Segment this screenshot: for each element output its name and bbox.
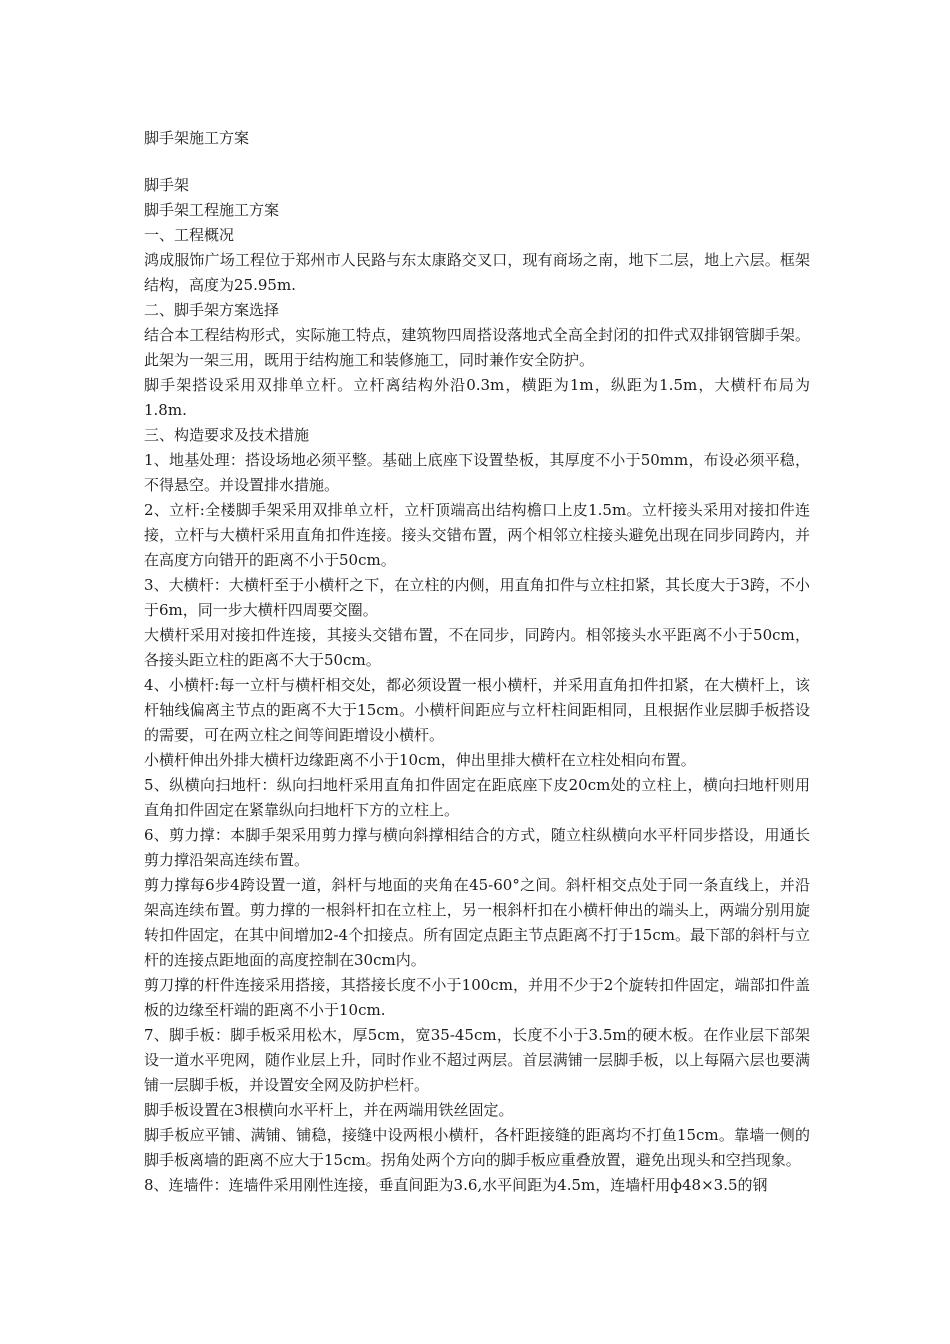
heading-overview: 一、工程概况 [144,226,235,244]
paragraph-scaffold-board: 7、脚手板：脚手板采用松木，厚5cm，宽35-45cm，长度不小于3.5m的硬木板。在作业层下部架设一道水平兜网，随作业层上升，同时作业不超过两层。首层满铺一层脚手板，以上每隔六层也要满铺一层脚手板，并设置安全网及防护栏杆。 [144,1026,810,1094]
document-body [144,126,810,1198]
paragraph-small-crossbar-extension: 小横杆伸出外排大横杆边缘距离不小于10cm，伸出里排大横杆在立柱处相向布置。 [144,751,696,769]
paragraph-bracing: 6、剪力撑：本脚手架采用剪力撑与横向斜撑相结合的方式，随立柱纵横向水平杆同步搭设，用通长剪力撑沿架高连续布置。 [144,826,810,869]
paragraph-scheme-details: 脚手架搭设采用双排单立杆。立杆离结构外沿0.3m，横距为1m，纵距为1.5m，大横杆布局为1.8m. [144,376,810,419]
paragraph-overview: 鸿成服饰广场工程位于郑州市人民路与东太康路交叉口，现有商场之南，地下二层，地上六层。框架结构，高度为25.95m. [144,251,810,294]
heading-requirements: 三、构造要求及技术措施 [144,426,310,444]
paragraph-large-crossbar: 3、大横杆：大横杆至于小横杆之下，在立柱的内侧，用直角扣件与立柱扣紧，其长度大于3跨，不小于6m，同一步大横杆四周要交圈。 [144,576,810,619]
paragraph-foundation: 1、地基处理：搭设场地必须平整。基础上底座下设置垫板，其厚度不小于50mm，布设必须平稳，不得悬空。并设置排水措施。 [144,451,810,494]
paragraph-bracing-details: 剪力撑每6步4跨设置一道，斜杆与地面的夹角在45-60°之间。斜杆相交点处于同一条直线上，并沿架高连续布置。剪力撑的一根斜杆扣在立柱上，另一根斜杆扣在小横杆伸出的端头上，两端分别用旋转扣件固定，在其中间增加2-4个扣接点。所有固定点距主节点距离不打于15cm。最下部的斜杆与立杆的连接点距地面的高度控制在30cm内。 [144,876,810,969]
section-title: 脚手架工程施工方案 [144,201,280,219]
heading-scheme-selection: 二、脚手架方案选择 [144,301,280,319]
paragraph-bracing-connection: 剪刀撑的杆件连接采用搭接，其搭接长度不小于100cm，并用不少于2个旋转扣件固定，端部扣件盖板的边缘至杆端的距离不小于10cm. [144,976,810,1019]
section-label: 脚手架 [144,176,190,194]
paragraph-board-laying: 脚手板应平铺、满铺、铺稳，接缝中设两根小横杆，各杆距接缝的距离均不打鱼15cm。靠墙一侧的脚手板离墙的距离不应大于15cm。拐角处两个方向的脚手板应重叠放置，避免出现头和空挡现象。 [144,1126,810,1169]
paragraph-board-placement: 脚手板设置在3根横向水平杆上，并在两端用铁丝固定。 [144,1101,514,1119]
paragraph-sweeping-bar: 5、纵横向扫地杆：纵向扫地杆采用直角扣件固定在距底座下皮20cm处的立柱上，横向扫地杆则用直角扣件固定在紧靠纵向扫地杆下方的立柱上。 [144,776,810,819]
paragraph-scheme: 结合本工程结构形式，实际施工特点，建筑物四周搭设落地式全高全封闭的扣件式双排钢管脚手架。此架为一架三用，既用于结构施工和装修施工，同时兼作安全防护。 [144,326,810,369]
paragraph-large-crossbar-joints: 大横杆采用对接扣件连接，其接头交错布置，不在同步，同跨内。相邻接头水平距离不小于50cm，各接头距立柱的距离不大于50cm。 [144,626,810,669]
paragraph-small-crossbar: 4、小横杆:每一立杆与横杆相交处，都必须设置一根小横杆，并采用直角扣件扣紧，在大横杆上，该杆轴线偏离主节点的距离不大于15cm。小横杆间距应与立杆柱间距相同，且根据作业层脚手板搭设的需要，可在两立柱之间等间距增设小横杆。 [144,676,810,744]
document-title: 脚手架施工方案 [144,129,250,147]
paragraph-wall-connector: 8、连墙件：连墙件采用刚性连接，垂直间距为3.6,水平间距为4.5m，连墙杆用ф48×3.5的钢 [144,1176,768,1194]
paragraph-standing-pole: 2、立杆:全楼脚手架采用双排单立杆，立杆顶端高出结构檐口上皮1.5m。立杆接头采用对接扣件连接，立杆与大横杆采用直角扣件连接。接头交错布置，两个相邻立柱接头避免出现在同步同跨内，并在高度方向错开的距离不小于50cm。 [144,501,810,569]
